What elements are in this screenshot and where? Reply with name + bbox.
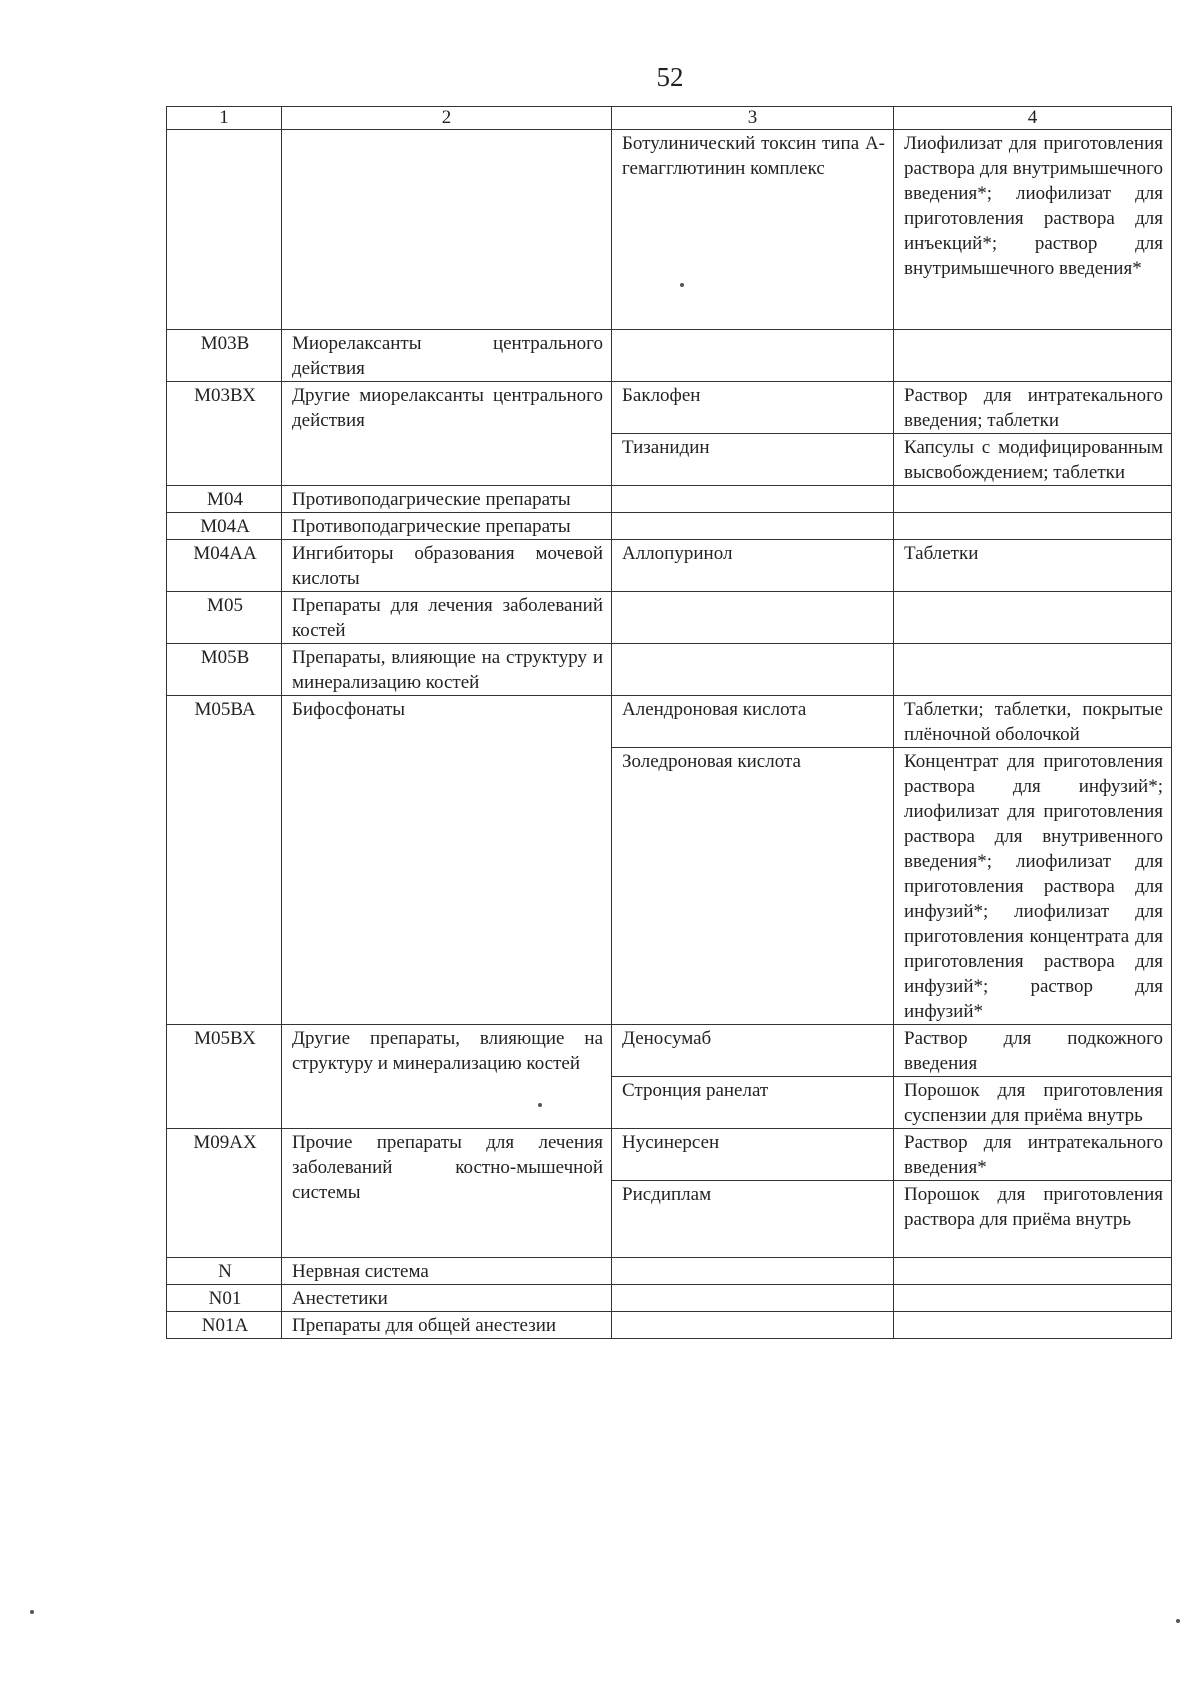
atc-code: N01 bbox=[167, 1285, 282, 1312]
group-name: Ингибиторы образования мочевой кислоты bbox=[282, 540, 612, 592]
atc-code: N bbox=[167, 1258, 282, 1285]
scan-speck bbox=[538, 1103, 542, 1107]
group-name: Нервная система bbox=[282, 1258, 612, 1285]
drug-name bbox=[612, 592, 894, 644]
drug-name bbox=[612, 1285, 894, 1312]
table-row bbox=[167, 1312, 1172, 1339]
group-name: Противоподагрические препараты bbox=[282, 486, 612, 513]
drug-name bbox=[612, 513, 894, 540]
drug-name: Алендроновая кислота bbox=[612, 696, 894, 748]
group-name: Препараты для общей анестезии bbox=[282, 1312, 612, 1339]
group-name: Анестетики bbox=[282, 1285, 612, 1312]
dosage-form bbox=[894, 330, 1172, 382]
page-number: 52 bbox=[656, 62, 684, 92]
drug-name: Ботулинический токсин типа А-гемагглютинин комплекс bbox=[612, 130, 894, 330]
group-name: Противоподагрические препараты bbox=[282, 513, 612, 540]
dosage-form: Раствор для интратекального введения; таблетки bbox=[894, 382, 1172, 434]
dosage-form: Таблетки bbox=[894, 540, 1172, 592]
drug-name: Золедроновая кислота bbox=[612, 748, 894, 1025]
table-row bbox=[167, 513, 1172, 540]
scan-speck bbox=[30, 1610, 34, 1614]
drug-name: Нусинерсен bbox=[612, 1129, 894, 1181]
atc-code: М09АХ bbox=[167, 1129, 282, 1258]
dosage-form: Таблетки; таблетки, покрытые плёночной оболочкой bbox=[894, 696, 1172, 748]
table-row bbox=[167, 1258, 1172, 1285]
table-row bbox=[167, 130, 1172, 330]
group-name: Препараты, влияющие на структуру и минерализацию костей bbox=[282, 644, 612, 696]
atc-code: М03В bbox=[167, 330, 282, 382]
scan-speck bbox=[680, 283, 684, 287]
table-header-row bbox=[167, 107, 1172, 130]
dosage-form: Концентрат для приготовления раствора для инфузий*; лиофилизат для приготовления раствора для внутривенного введения*; лиофилизат для приготовления раствора для инфузий*; лиофилизат для приготовления концентрата для приготовления раствора для инфузий*; раствор для инфузий* bbox=[894, 748, 1172, 1025]
dosage-form: Порошок для приготовления суспензии для приёма внутрь bbox=[894, 1077, 1172, 1129]
dosage-form bbox=[894, 513, 1172, 540]
atc-code: М03ВХ bbox=[167, 382, 282, 486]
table-row bbox=[167, 1129, 1172, 1181]
drug-name bbox=[612, 330, 894, 382]
drug-name bbox=[612, 486, 894, 513]
table-row bbox=[167, 1025, 1172, 1077]
atc-code: М05ВХ bbox=[167, 1025, 282, 1129]
drug-name: Тизанидин bbox=[612, 434, 894, 486]
dosage-form bbox=[894, 1312, 1172, 1339]
dosage-form: Порошок для приготовления раствора для приёма внутрь bbox=[894, 1181, 1172, 1258]
dosage-form: Капсулы с модифицированным высвобождением; таблетки bbox=[894, 434, 1172, 486]
table-row bbox=[167, 696, 1172, 748]
scan-speck bbox=[1176, 1619, 1180, 1623]
atc-code: М04А bbox=[167, 513, 282, 540]
atc-code: М05ВА bbox=[167, 696, 282, 1025]
table-row bbox=[167, 592, 1172, 644]
drug-name bbox=[612, 644, 894, 696]
drug-name: Баклофен bbox=[612, 382, 894, 434]
dosage-form bbox=[894, 1285, 1172, 1312]
dosage-form: Раствор для интратекального введения* bbox=[894, 1129, 1172, 1181]
drug-name: Аллопуринол bbox=[612, 540, 894, 592]
column-header: 1 bbox=[167, 107, 282, 130]
dosage-form: Лиофилизат для приготовления раствора для внутримышечного введения*; лиофилизат для приготовления раствора для инъекций*; раствор для внутримышечного введения* bbox=[894, 130, 1172, 330]
group-name: Препараты для лечения заболеваний костей bbox=[282, 592, 612, 644]
drug-name: Рисдиплам bbox=[612, 1181, 894, 1258]
group-name: Прочие препараты для лечения заболеваний костно-мышечной системы bbox=[282, 1129, 612, 1258]
dosage-form bbox=[894, 592, 1172, 644]
drug-name bbox=[612, 1258, 894, 1285]
dosage-form bbox=[894, 1258, 1172, 1285]
medication-table bbox=[166, 106, 1172, 1339]
atc-code: М05 bbox=[167, 592, 282, 644]
group-name: Другие препараты, влияющие на структуру и минерализацию костей bbox=[282, 1025, 612, 1129]
dosage-form bbox=[894, 644, 1172, 696]
dosage-form: Раствор для подкожного введения bbox=[894, 1025, 1172, 1077]
drug-name: Деносумаб bbox=[612, 1025, 894, 1077]
column-header: 3 bbox=[612, 107, 894, 130]
atc-code: М04АА bbox=[167, 540, 282, 592]
column-header: 2 bbox=[282, 107, 612, 130]
atc-code bbox=[167, 130, 282, 330]
table-row bbox=[167, 382, 1172, 434]
column-header: 4 bbox=[894, 107, 1172, 130]
table-row bbox=[167, 540, 1172, 592]
atc-code: М04 bbox=[167, 486, 282, 513]
group-name: Миорелаксанты центрального действия bbox=[282, 330, 612, 382]
atc-code: М05В bbox=[167, 644, 282, 696]
table-row bbox=[167, 330, 1172, 382]
table-row bbox=[167, 644, 1172, 696]
group-name: Бифосфонаты bbox=[282, 696, 612, 1025]
table-row bbox=[167, 486, 1172, 513]
dosage-form bbox=[894, 486, 1172, 513]
atc-code: N01A bbox=[167, 1312, 282, 1339]
table-row bbox=[167, 1285, 1172, 1312]
group-name bbox=[282, 130, 612, 330]
drug-name: Стронция ранелат bbox=[612, 1077, 894, 1129]
group-name: Другие миорелаксанты центрального действия bbox=[282, 382, 612, 486]
drug-name bbox=[612, 1312, 894, 1339]
